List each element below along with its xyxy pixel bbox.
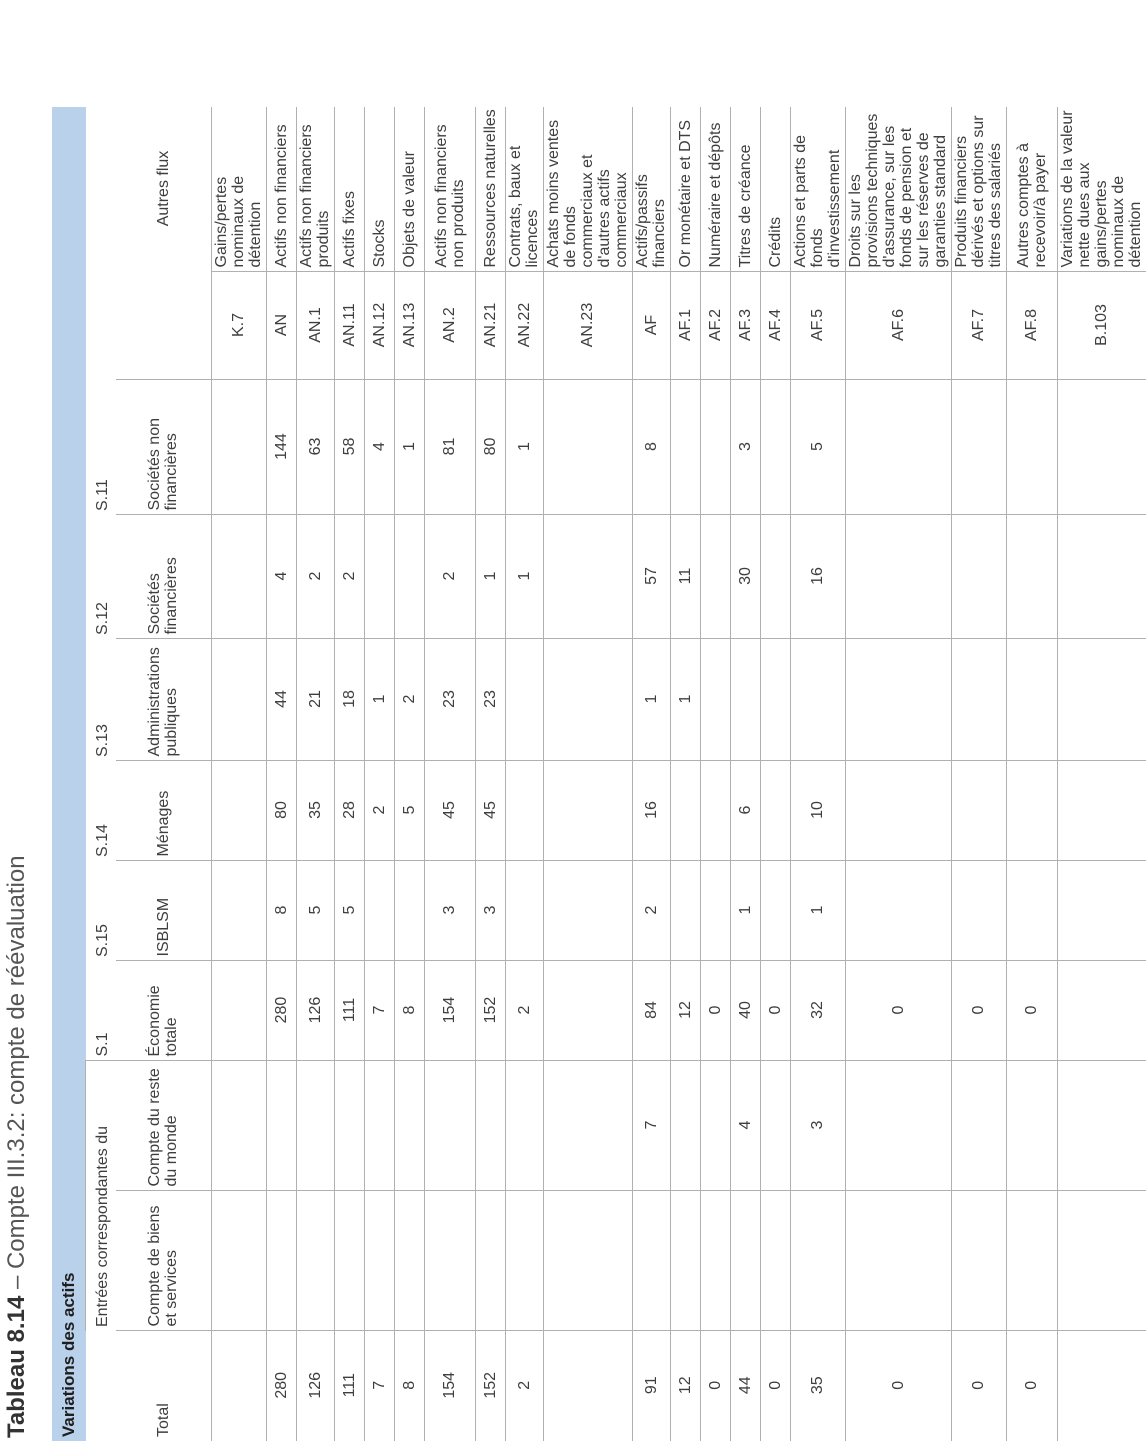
table-row: [365, 107, 395, 1441]
caption-number: Tableau 8.14: [3, 1295, 30, 1438]
cell-total: 0: [761, 1331, 791, 1441]
cell-s13: [1058, 639, 1146, 761]
cell-s1: [544, 961, 633, 1061]
cell-rest: [476, 1061, 506, 1191]
cell-s12: [846, 515, 952, 639]
cell-s13: [761, 639, 791, 761]
cell-rest: [335, 1061, 365, 1191]
table-row: [212, 107, 267, 1441]
row-label: Titres de créance: [731, 107, 761, 272]
cell-rest: [671, 1061, 701, 1191]
cell-s14: [761, 761, 791, 861]
cell-goods-services: [952, 1191, 1007, 1331]
cell-s1: [212, 961, 267, 1061]
cell-s13: 1: [671, 639, 701, 761]
cell-s12: [761, 515, 791, 639]
table-body: [212, 107, 1146, 1441]
cell-s13: 1: [633, 639, 671, 761]
cell-s14: [952, 761, 1007, 861]
row-code: AN.2: [425, 272, 476, 380]
cell-rest: 4: [731, 1061, 761, 1191]
code-s14: S.14: [93, 824, 111, 857]
cell-s14: 5: [395, 761, 425, 861]
cell-rest: [952, 1061, 1007, 1191]
cell-s1: 0: [701, 961, 731, 1061]
cell-s13: 2: [395, 639, 425, 761]
cell-total: 126: [297, 1331, 335, 1441]
cell-s13: [952, 639, 1007, 761]
cell-total: 12: [671, 1331, 701, 1441]
row-label: Actifs non financiers produits: [297, 107, 335, 272]
cell-s14: [544, 761, 633, 861]
cell-total: 7: [365, 1331, 395, 1441]
table-row: [544, 107, 633, 1441]
cell-s12: 30: [731, 515, 761, 639]
row-label: Actifs non financiers non produits: [425, 107, 476, 272]
cell-s15: [506, 861, 544, 961]
table-row: [671, 107, 701, 1441]
row-code: AN.12: [365, 272, 395, 380]
cell-goods-services: [267, 1191, 297, 1331]
cell-s13: [791, 639, 846, 761]
row-code: AF.5: [791, 272, 846, 380]
cell-total: 0: [1007, 1331, 1058, 1441]
cell-s11: [544, 380, 633, 515]
cell-s11: 81: [425, 380, 476, 515]
cell-s12: [212, 515, 267, 639]
cell-total: 44: [731, 1331, 761, 1441]
cell-s13: [731, 639, 761, 761]
cell-s14: [506, 761, 544, 861]
cell-s11: [701, 380, 731, 515]
code-s13: S.13: [93, 724, 111, 757]
cell-s13: 1: [365, 639, 395, 761]
cell-goods-services: [425, 1191, 476, 1331]
row-label: Crédits: [761, 107, 791, 272]
table-row: [335, 107, 365, 1441]
cell-s12: 2: [335, 515, 365, 639]
cell-s15: [544, 861, 633, 961]
cell-s11: 1: [506, 380, 544, 515]
cell-goods-services: [476, 1191, 506, 1331]
cell-goods-services: [671, 1191, 701, 1331]
goods-services-header: Compte de biens et services: [116, 1191, 212, 1331]
cell-s11: 63: [297, 380, 335, 515]
cell-s15: [1007, 861, 1058, 961]
cell-rest: [1058, 1061, 1146, 1191]
cell-s1: 0: [1007, 961, 1058, 1061]
table-row: [1058, 107, 1146, 1441]
cell-s14: 2: [365, 761, 395, 861]
section-header: Variations des actifs: [52, 107, 86, 1441]
cell-goods-services: [212, 1191, 267, 1331]
cell-goods-services: [633, 1191, 671, 1331]
cell-rest: [1007, 1061, 1058, 1191]
cell-rest: 3: [791, 1061, 846, 1191]
row-label: Or monétaire et DTS: [671, 107, 701, 272]
cell-s14: [1058, 761, 1146, 861]
code-s11: S.11: [93, 479, 111, 511]
cell-s1: 280: [267, 961, 297, 1061]
cell-s12: 4: [267, 515, 297, 639]
row-label: Autres comptes à recevoir/à payer: [1007, 107, 1058, 272]
row-code: AN.22: [506, 272, 544, 380]
row-label: Actifs/passifs financiers: [633, 107, 671, 272]
cell-rest: [761, 1061, 791, 1191]
cell-total: 0: [846, 1331, 952, 1441]
cell-s13: [212, 639, 267, 761]
cell-s15: 1: [731, 861, 761, 961]
cell-s1: 12: [671, 961, 701, 1061]
row-code: AF.3: [731, 272, 761, 380]
cell-rest: [544, 1061, 633, 1191]
cell-rest: [395, 1061, 425, 1191]
sector-total-economy: Économie totale: [116, 961, 212, 1061]
row-code: AF.1: [671, 272, 701, 380]
cell-s13: [701, 639, 731, 761]
cell-s1: 111: [335, 961, 365, 1061]
row-label: Actifs non financiers: [267, 107, 297, 272]
row-label: Droits sur les provisions techniques d'assurance, sur les fonds de pension et sur les réserves de garanties standard: [846, 107, 952, 272]
cell-s13: 21: [297, 639, 335, 761]
row-label: Stocks: [365, 107, 395, 272]
cell-rest: [425, 1061, 476, 1191]
caption-title: – Compte III.3.2: compte de réévaluation: [3, 855, 30, 1296]
table-row: [267, 107, 297, 1441]
row-label: Gains/pertes nominaux de détention: [212, 107, 267, 272]
cell-s11: 58: [335, 380, 365, 515]
cell-s13: 23: [476, 639, 506, 761]
cell-s14: [671, 761, 701, 861]
cell-s11: [671, 380, 701, 515]
cell-s12: 2: [297, 515, 335, 639]
cell-s14: 6: [731, 761, 761, 861]
cell-s15: [952, 861, 1007, 961]
cell-s11: [1007, 380, 1058, 515]
cell-s12: 57: [633, 515, 671, 639]
cell-s13: [506, 639, 544, 761]
cell-s15: 3: [476, 861, 506, 961]
row-label: Objets de valeur: [395, 107, 425, 272]
cell-s15: 2: [633, 861, 671, 961]
cell-s11: [846, 380, 952, 515]
table-row: [476, 107, 506, 1441]
row-code: AN.11: [335, 272, 365, 380]
table-row: [395, 107, 425, 1441]
row-code: B.103: [1058, 272, 1146, 380]
cell-goods-services: [335, 1191, 365, 1331]
cell-total: 111: [335, 1331, 365, 1441]
cell-s12: [395, 515, 425, 639]
row-label: Produits financiers dérivés et options sur titres des salariés: [952, 107, 1007, 272]
row-label: Actions et parts de fonds d'investissement: [791, 107, 846, 272]
cell-s14: 45: [425, 761, 476, 861]
rest-world-header: Compte du reste du monde: [116, 1061, 212, 1191]
cell-s15: [395, 861, 425, 961]
cell-s14: 80: [267, 761, 297, 861]
cell-s14: 10: [791, 761, 846, 861]
cell-s12: 11: [671, 515, 701, 639]
sector-government: Administrations publiques: [116, 639, 212, 761]
cell-s11: 144: [267, 380, 297, 515]
sector-nonfinancial: Sociétés non financières: [116, 380, 212, 515]
table-row: [633, 107, 671, 1441]
table-row: [731, 107, 761, 1441]
cell-s11: [1058, 380, 1146, 515]
cell-s11: 3: [731, 380, 761, 515]
cell-total: [212, 1331, 267, 1441]
cell-s12: [365, 515, 395, 639]
cell-goods-services: [365, 1191, 395, 1331]
cell-goods-services: [395, 1191, 425, 1331]
row-code: AF.8: [1007, 272, 1058, 380]
cell-s15: [212, 861, 267, 961]
cell-s14: [846, 761, 952, 861]
row-label: Actifs fixes: [335, 107, 365, 272]
cell-s11: [212, 380, 267, 515]
cell-total: 152: [476, 1331, 506, 1441]
cell-rest: [365, 1061, 395, 1191]
cell-s15: [701, 861, 731, 961]
cell-s14: 28: [335, 761, 365, 861]
cell-s14: 45: [476, 761, 506, 861]
table-row: [701, 107, 731, 1441]
cell-s11: 8: [633, 380, 671, 515]
table-row: [506, 107, 544, 1441]
cell-s14: 35: [297, 761, 335, 861]
cell-s1: 154: [425, 961, 476, 1061]
row-label: Variations de la valeur nette dues aux gains/pertes nominaux de détention: [1058, 107, 1146, 272]
sector-isblsm: ISBLSM: [116, 861, 212, 961]
cell-s14: 16: [633, 761, 671, 861]
cell-s11: [952, 380, 1007, 515]
sector-financial: Sociétés financières: [116, 515, 212, 639]
cell-s12: [701, 515, 731, 639]
cell-s1: 32: [791, 961, 846, 1061]
cell-s13: 18: [335, 639, 365, 761]
table-row: [425, 107, 476, 1441]
cell-total: 8: [395, 1331, 425, 1441]
cell-goods-services: [731, 1191, 761, 1331]
cell-total: 154: [425, 1331, 476, 1441]
cell-s1: 0: [761, 961, 791, 1061]
row-code: AN.13: [395, 272, 425, 380]
cell-total: 35: [791, 1331, 846, 1441]
row-code: AF.2: [701, 272, 731, 380]
cell-s13: [846, 639, 952, 761]
cell-total: 2: [506, 1331, 544, 1441]
cell-s1: 2: [506, 961, 544, 1061]
cell-total: 0: [701, 1331, 731, 1441]
cell-s15: [671, 861, 701, 961]
cell-s12: [544, 515, 633, 639]
cell-s15: 5: [335, 861, 365, 961]
row-label: Achats moins ventes de fonds commerciaux et d'autres actifs commerciaux: [544, 107, 633, 272]
cell-s15: [1058, 861, 1146, 961]
cell-s15: [365, 861, 395, 961]
cell-s11: 4: [365, 380, 395, 515]
cell-s1: 8: [395, 961, 425, 1061]
cell-s1: 152: [476, 961, 506, 1061]
cell-goods-services: [761, 1191, 791, 1331]
cell-total: 91: [633, 1331, 671, 1441]
cell-s12: 16: [791, 515, 846, 639]
row-code: K.7: [212, 272, 267, 380]
table-row: [791, 107, 846, 1441]
code-s15: S.15: [93, 924, 111, 957]
cell-s12: [1007, 515, 1058, 639]
sector-households: Ménages: [116, 761, 212, 861]
total-header: Total: [154, 1403, 172, 1437]
cell-s1: 0: [846, 961, 952, 1061]
cell-s14: [212, 761, 267, 861]
cell-goods-services: [791, 1191, 846, 1331]
cell-total: 280: [267, 1331, 297, 1441]
code-s1: S.1: [86, 961, 117, 1061]
cell-s14: [701, 761, 731, 861]
row-label: Ressources naturelles: [476, 107, 506, 272]
cell-s15: 8: [267, 861, 297, 961]
cell-s1: 0: [952, 961, 1007, 1061]
row-code: AN.1: [297, 272, 335, 380]
row-code: AF: [633, 272, 671, 380]
row-code: AN.21: [476, 272, 506, 380]
cell-goods-services: [1007, 1191, 1058, 1331]
row-label: Contrats, baux et licences: [506, 107, 544, 272]
cell-s11: 5: [791, 380, 846, 515]
table-row: [1007, 107, 1058, 1441]
cell-rest: [267, 1061, 297, 1191]
cell-s12: [1058, 515, 1146, 639]
cell-goods-services: [846, 1191, 952, 1331]
cell-s1: 40: [731, 961, 761, 1061]
cell-s12: 2: [425, 515, 476, 639]
cell-s14: [1007, 761, 1058, 861]
cell-goods-services: [297, 1191, 335, 1331]
table-row: [846, 107, 952, 1441]
cell-s11: 1: [395, 380, 425, 515]
cell-total: [544, 1331, 633, 1441]
cell-s13: [1007, 639, 1058, 761]
cell-s12: 1: [506, 515, 544, 639]
cell-goods-services: [544, 1191, 633, 1331]
corresponding-entries-header: Entrées correspondantes du: [86, 1061, 117, 1331]
table-row: [761, 107, 791, 1441]
cell-goods-services: [506, 1191, 544, 1331]
cell-s12: 1: [476, 515, 506, 639]
cell-s1: [1058, 961, 1146, 1061]
flows-header: Autres flux: [154, 150, 172, 227]
cell-rest: [297, 1061, 335, 1191]
cell-s15: 3: [425, 861, 476, 961]
revaluation-table: [52, 107, 1146, 1441]
table-caption: [3, 855, 31, 1438]
cell-s15: [761, 861, 791, 961]
cell-s13: 44: [267, 639, 297, 761]
cell-rest: [701, 1061, 731, 1191]
cell-goods-services: [701, 1191, 731, 1331]
cell-s13: 23: [425, 639, 476, 761]
cell-s15: 5: [297, 861, 335, 961]
cell-total: 0: [952, 1331, 1007, 1441]
table-row: [297, 107, 335, 1441]
cell-s1: 7: [365, 961, 395, 1061]
cell-total: [1058, 1331, 1146, 1441]
cell-s1: 84: [633, 961, 671, 1061]
cell-s11: [761, 380, 791, 515]
row-label: Numéraire et dépôts: [701, 107, 731, 272]
cell-goods-services: [1058, 1191, 1146, 1331]
cell-rest: [846, 1061, 952, 1191]
cell-rest: [506, 1061, 544, 1191]
cell-s13: [544, 639, 633, 761]
cell-s1: 126: [297, 961, 335, 1061]
cell-s12: [952, 515, 1007, 639]
cell-s11: 80: [476, 380, 506, 515]
cell-rest: 7: [633, 1061, 671, 1191]
row-code: AF.6: [846, 272, 952, 380]
code-s12: S.12: [93, 602, 111, 635]
row-code: AN: [267, 272, 297, 380]
cell-rest: [212, 1061, 267, 1191]
row-code: AF.7: [952, 272, 1007, 380]
cell-s15: 1: [791, 861, 846, 961]
row-code: AN.23: [544, 272, 633, 380]
row-code: AF.4: [761, 272, 791, 380]
table-row: [952, 107, 1007, 1441]
cell-s15: [846, 861, 952, 961]
